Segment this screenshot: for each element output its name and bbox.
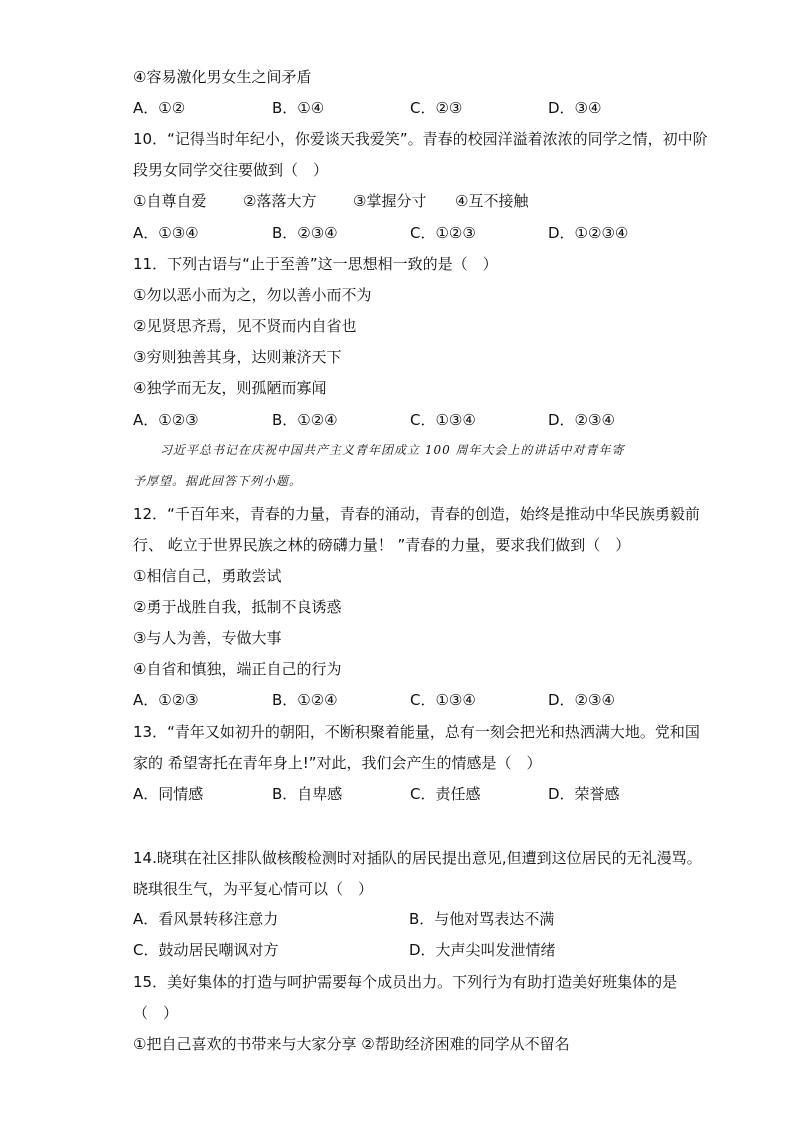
q11-item-2: ②见贤思齐焉，见不贤而内自省也 bbox=[133, 317, 357, 335]
q11-option-a: A．①②③ bbox=[133, 411, 199, 429]
q12-item-2: ②勇于战胜自我，抵制不良诱惑 bbox=[133, 598, 342, 616]
q12-option-c: C．①③④ bbox=[410, 691, 476, 709]
q9-item-4: ④容易激化男女生之间矛盾 bbox=[133, 68, 312, 86]
q9-option-a: A．①② bbox=[133, 99, 186, 117]
q13-option-c: C．责任感 bbox=[410, 785, 481, 803]
q12-stem-line-1: 12．“千百年来，青春的力量，青春的涌动，青春的创造，始终是推动中华民族勇毅前 bbox=[133, 505, 700, 523]
q9-option-c: C．②③ bbox=[410, 99, 463, 117]
q13-option-d: D．荣誉感 bbox=[548, 785, 620, 803]
q11-item-3: ③穷则独善其身，达则兼济天下 bbox=[133, 348, 342, 366]
q12-option-d: D．②③④ bbox=[548, 691, 615, 709]
q11-item-1: ①勿以恶小而为之，勿以善小而不为 bbox=[133, 286, 372, 304]
q10-option-c: C．①②③ bbox=[410, 224, 476, 242]
q11-option-d: D．②③④ bbox=[548, 411, 615, 429]
q12-option-a: A．①②③ bbox=[133, 691, 199, 709]
q15-items-line: ①把自己喜欢的书带来与大家分享 ②帮助经济困难的同学从不留名 bbox=[133, 1035, 570, 1053]
q10-item-3: ③掌握分寸 bbox=[353, 192, 427, 210]
q10-option-d: D．①②③④ bbox=[548, 224, 629, 242]
q9-option-b: B．①④ bbox=[272, 99, 325, 117]
material-intro-line-1: 习近平总书记在庆祝中国共产主义青年团成立 100 周年大会上的讲话中对青年寄 bbox=[160, 443, 625, 457]
q10-item-1: ①自尊自爱 bbox=[133, 192, 207, 210]
q10-option-b: B．②③④ bbox=[272, 224, 338, 242]
q15-stem-line-2: （ ） bbox=[133, 1004, 179, 1022]
q10-item-2: ②落落大方 bbox=[243, 192, 317, 210]
q14-stem-line-2: 晓琪很生气，为平复心情可以（ ） bbox=[133, 880, 374, 898]
q14-option-a: A．看风景转移注意力 bbox=[133, 910, 279, 928]
q15-stem-line-1: 15．美好集体的打造与呵护需要每个成员出力。下列行为有助打造美好班集体的是 bbox=[133, 973, 678, 991]
q14-option-c: C．鼓动居民嘲讽对方 bbox=[133, 941, 279, 959]
q10-stem-line-2: 段男女同学交往要做到（ ） bbox=[133, 161, 329, 179]
q13-stem-line-1: 13．“青年又如初升的朝阳，不断积聚着能量，总有一刻会把光和热洒满大地。党和国 bbox=[133, 723, 700, 741]
q14-stem-line-1: 14.晓琪在社区排队做核酸检测时对插队的居民提出意见,但遭到这位居民的无礼漫骂。 bbox=[133, 849, 702, 867]
q11-stem: 11．下列古语与“止于至善”这一思想相一致的是（ ） bbox=[133, 255, 498, 273]
q11-item-4: ④独学而无友，则孤陋而寡闻 bbox=[133, 379, 327, 397]
q10-stem-line-1: 10．“记得当时年纪小，你爱谈天我爱笑”。青春的校园洋溢着浓浓的同学之情，初中阶 bbox=[133, 130, 708, 148]
q12-option-b: B．①②④ bbox=[272, 691, 338, 709]
q14-option-d: D．大声尖叫发泄情绪 bbox=[409, 941, 556, 959]
q13-option-a: A．同情感 bbox=[133, 785, 204, 803]
q9-option-d: D．③④ bbox=[548, 99, 602, 117]
q12-item-1: ①相信自己，勇敢尝试 bbox=[133, 567, 282, 585]
q12-item-4: ④自省和慎独，端正自己的行为 bbox=[133, 660, 342, 678]
q10-option-a: A．①③④ bbox=[133, 224, 199, 242]
q13-option-b: B．自卑感 bbox=[272, 785, 343, 803]
q11-option-b: B．①②④ bbox=[272, 411, 338, 429]
q14-option-b: B．与他对骂表达不满 bbox=[409, 910, 555, 928]
material-intro-line-2: 予厚望。据此回答下列小题。 bbox=[133, 474, 303, 488]
q11-option-c: C．①③④ bbox=[410, 411, 476, 429]
q13-stem-line-2: 家的 希望寄托在青年身上!”对此，我们会产生的情感是（ ） bbox=[133, 754, 542, 772]
q12-item-3: ③与人为善，专做大事 bbox=[133, 629, 282, 647]
q10-item-4: ④互不接触 bbox=[455, 192, 529, 210]
q12-stem-line-2: 行、 屹立于世界民族之林的磅礴力量！ ”青春的力量，要求我们做到（ ） bbox=[133, 536, 631, 554]
